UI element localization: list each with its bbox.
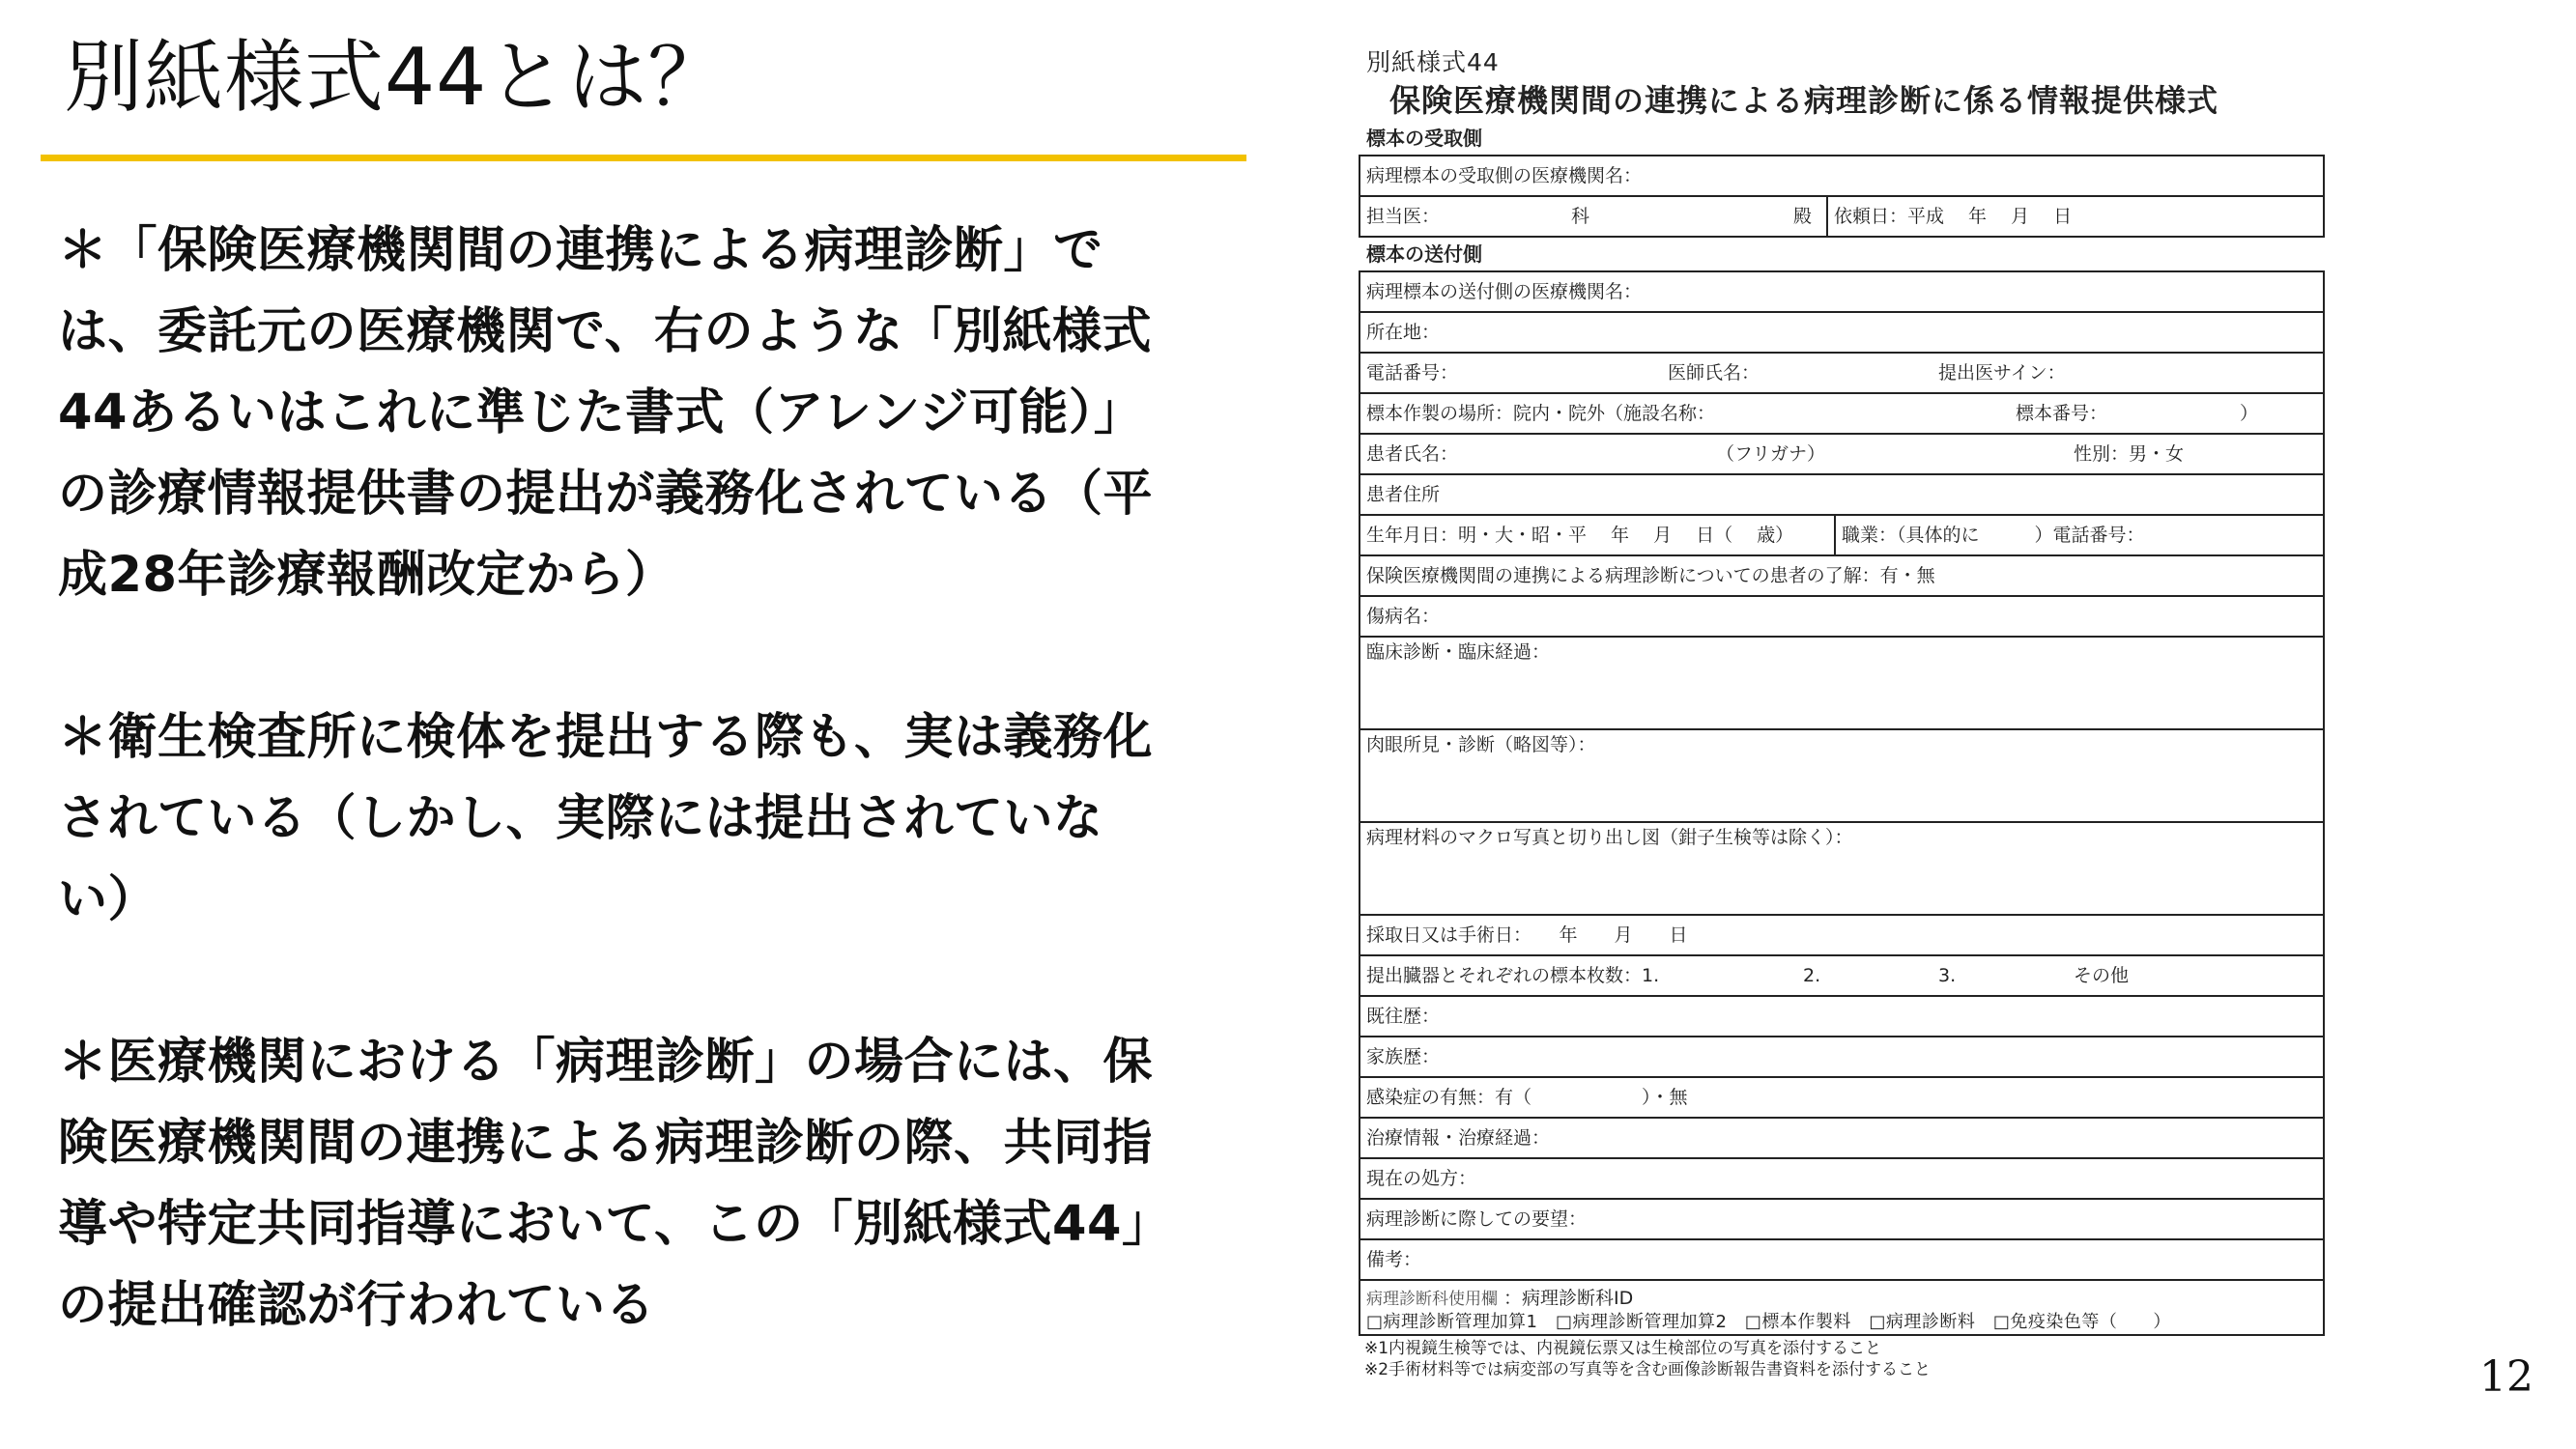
form-title: 保険医療機関間の連携による病理診断に係る情報提供様式 [1389, 82, 2219, 119]
form-row [1360, 956, 2323, 997]
prep-place-row [1360, 394, 2323, 433]
signature-label: 提出医サイン： [1938, 362, 2066, 384]
organs-label: 提出臓器とそれぞれの標本枚数：1. [1366, 965, 1660, 986]
admin-id-label: ：病理診断科ID [1503, 1288, 1634, 1309]
form-row [1360, 197, 2323, 236]
organs-row [1360, 956, 2323, 995]
occupation: 職業：（具体的に ）電話番号： [1842, 525, 2145, 546]
form-row [1360, 354, 2323, 394]
birthdate: 生年月日：明・大・昭・平 年 月 日（ 歳） [1360, 516, 1836, 554]
receiver-table [1359, 155, 2325, 238]
doctor-label: 担当医： [1366, 206, 1441, 227]
honorific-label: 殿 [1793, 206, 1813, 227]
close-paren: ） [2240, 403, 2259, 424]
specimen-no-label: 標本番号： [2016, 403, 2108, 424]
contact-row [1360, 354, 2323, 392]
title-underline [41, 155, 1246, 161]
clinical-course: 臨床診断・臨床経過： [1366, 641, 1551, 663]
treatment: 治療情報・治療経過： [1366, 1127, 1551, 1149]
paragraph-lab-submission: ＊衛生検査所に検体を提出する際も、実は義務化されている（しかし、実際には提出されていない） [58, 709, 1154, 928]
patient-address: 患者住所 [1366, 484, 1441, 505]
form-row [1360, 1119, 2323, 1159]
history: 既往歴： [1366, 1006, 1441, 1027]
doctor-name-label: 医師氏名： [1668, 362, 1760, 384]
organ-3: 3. [1938, 965, 1957, 986]
family-history: 家族歴： [1366, 1046, 1441, 1067]
organ-other: その他 [2074, 965, 2130, 986]
form-image [1359, 46, 2325, 1380]
macro-photo: 病理材料のマクロ写真と切り出し図（鉗子生検等は除く）： [1366, 827, 1853, 848]
prescription: 現在の処方： [1366, 1168, 1477, 1189]
form-row [1360, 435, 2323, 475]
phone-label: 電話番号： [1366, 362, 1459, 384]
sender-table [1359, 270, 2325, 1336]
form-row [1360, 516, 2323, 556]
patient-name-label: 患者氏名： [1366, 443, 1459, 465]
sender-institution: 病理標本の送付側の医療機関名： [1366, 281, 1643, 302]
gross-findings: 肉眼所見・診断（略図等）： [1366, 734, 1596, 755]
address-field: 所在地： [1366, 322, 1441, 343]
paragraph-inspection: ＊医療機関における「病理診断」の場合には、保険医療機関間の連携による病理診断の際、共同指導や特定共同指導において、この「別紙様式44」の提出確認が行われている [58, 1034, 1154, 1334]
form-notes [1359, 1338, 2325, 1380]
form-row [1360, 916, 2323, 956]
page-number: 12 [2479, 1352, 2533, 1402]
admin-label: 病理診断科使用欄 [1366, 1290, 1498, 1309]
doctor-cell [1360, 197, 1828, 236]
prep-place-label: 標本作製の場所：院内・院外（施設名称： [1366, 403, 1716, 424]
receiver-section-label: 標本の受取側 [1366, 127, 1482, 150]
form-row [1360, 997, 2323, 1037]
slide-body [58, 211, 1169, 1428]
note-1: ※1内視鏡生検等では、内視鏡伝票又は生検部位の写真を添付すること [1364, 1339, 1882, 1358]
form-row [1360, 1037, 2323, 1078]
admin-checkboxes: □病理診断管理加算1 □病理診断管理加算2 □標本作製料 □病理診断料 □免疫染色等（ ） [1366, 1312, 2171, 1332]
remarks: 備考： [1366, 1249, 1422, 1270]
form-row [1360, 475, 2323, 516]
collection-date: 採取日又は手術日： 年 月 日 [1366, 924, 1688, 946]
diagnosis-request: 病理診断に際しての要望： [1366, 1208, 1588, 1230]
form-row [1360, 156, 2323, 197]
form-row [1360, 1078, 2323, 1119]
admin-section [1360, 1281, 2323, 1334]
form-row [1360, 638, 2323, 730]
sender-section-label: 標本の送付側 [1366, 242, 1482, 266]
form-row [1360, 1200, 2323, 1240]
form-row [1360, 1240, 2323, 1281]
note-2: ※2手術材料等では病変部の写真等を含む画像診断報告書資料を添付すること [1364, 1360, 1932, 1379]
form-row [1360, 1159, 2323, 1200]
form-row [1360, 313, 2323, 354]
form-row [1360, 597, 2323, 638]
infection: 感染症の有無：有（ ）・無 [1366, 1087, 1688, 1108]
consent: 保険医療機関間の連携による病理診断についての患者の了解：有・無 [1366, 565, 1935, 586]
admin-label-line [1360, 1287, 2323, 1311]
disease: 傷病名： [1366, 606, 1441, 627]
form-row [1360, 394, 2323, 435]
request-date: 依頼日：平成 年 月 日 [1834, 206, 2073, 227]
dept-label: 科 [1571, 206, 1590, 227]
form-row [1360, 272, 2323, 313]
furigana-label: （フリガナ） [1716, 443, 1826, 465]
paragraph-obligation: ＊「保険医療機関間の連携による病理診断」では、委託元の医療機関で、右のような「別紙様式44あるいはこれに準じた書式（アレンジ可能）」の診療情報提供書の提出が義務化されている（平成28年診療報酬改定から） [58, 222, 1154, 604]
form-row [1360, 730, 2323, 823]
form-id: 別紙様式44 [1366, 48, 1500, 76]
organ-2: 2. [1803, 965, 1821, 986]
sex-label: 性別：男・女 [2074, 443, 2185, 465]
receiver-institution: 病理標本の受取側の医療機関名： [1366, 165, 1643, 186]
form-row [1360, 556, 2323, 597]
slide-title: 別紙様式44とは？ [64, 32, 729, 124]
patient-name-row [1360, 435, 2323, 473]
form-row [1360, 823, 2323, 916]
